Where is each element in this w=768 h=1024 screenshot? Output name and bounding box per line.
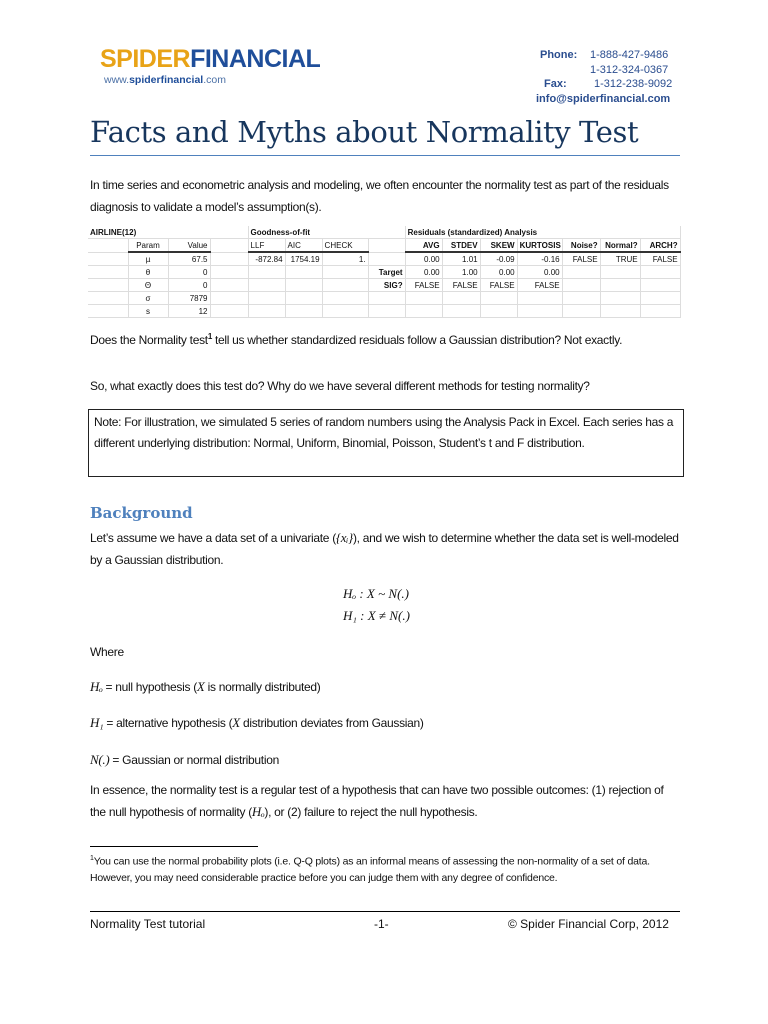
n-definition: N(.) = Gaussian or normal distribution — [90, 752, 279, 767]
company-logo: SPIDERFINANCIAL — [100, 45, 321, 73]
table-cell — [285, 279, 322, 292]
table-cell — [210, 305, 248, 318]
note-box: Note: For illustration, we simulated 5 series of random numbers using the Analysis Pack in Excel. Each series has a different underlying distribution: Normal, Uniform, Binomial, Poisson, Student’s t and F distribution. — [88, 409, 684, 477]
table-cell — [600, 279, 640, 292]
contact-info: Phone: 1-888-427-9486 1-312-324-0367 Fax: 1-312-238-9092 info@spiderfinancial.com — [536, 49, 673, 105]
table-cell: 0 — [168, 266, 210, 279]
table-cell: s — [128, 305, 168, 318]
table-cell — [442, 292, 480, 305]
table-cell — [210, 292, 248, 305]
question-paragraph-1: Does the Normality test$^1$ tell us whether standardized residuals follow a Gaussian distribution? Not exactly. — [90, 332, 623, 347]
table-row — [88, 279, 680, 292]
table-cell — [368, 292, 405, 305]
table-cell — [600, 292, 640, 305]
table-cell: 12 — [168, 305, 210, 318]
question-paragraph-2: So, what exactly does this test do? Why do we have several different methods for testing normality? — [90, 379, 590, 393]
table-cell — [562, 292, 600, 305]
table-cell — [562, 266, 600, 279]
table-cell — [210, 266, 248, 279]
table-cell: Target — [368, 266, 405, 279]
model-summary-table — [88, 226, 681, 318]
table-cell: Residuals (standardized) Analysis — [405, 226, 680, 239]
table-row — [88, 226, 680, 239]
table-cell: 1.01 — [442, 252, 480, 266]
table-cell: 1754.19 — [285, 252, 322, 266]
table-cell: KURTOSIS — [517, 239, 562, 253]
table-cell: µ — [128, 252, 168, 266]
table-cell — [210, 279, 248, 292]
h1-definition: H₁ = alternative hypothesis (X distribution deviates from Gaussian) — [90, 715, 424, 730]
table-cell — [480, 305, 517, 318]
table-cell — [210, 252, 248, 266]
table-cell: FALSE — [405, 279, 442, 292]
table-cell — [88, 292, 128, 305]
table-cell — [562, 279, 600, 292]
table-cell — [88, 305, 128, 318]
footer-left: Normality Test tutorial — [90, 917, 206, 931]
table-cell — [88, 239, 128, 253]
table-cell: 0 — [168, 279, 210, 292]
table-cell — [405, 292, 442, 305]
table-cell: 1.00 — [442, 266, 480, 279]
table-cell — [322, 279, 368, 292]
page-number: -1- — [374, 917, 389, 931]
background-paragraph: Let’s assume we have a data set of a univariate ({xᵢ}), and we wish to determine whether the data set is well-modeled by a Gaussian distribution. — [90, 530, 679, 567]
table-cell: 7879 — [168, 292, 210, 305]
table-cell: FALSE — [480, 279, 517, 292]
table-cell: LLF — [248, 239, 285, 253]
table-cell — [562, 305, 600, 318]
table-cell — [442, 305, 480, 318]
table-cell — [405, 305, 442, 318]
table-cell: 67.5 — [168, 252, 210, 266]
table-cell: Param — [128, 239, 168, 253]
table-cell: Normal? — [600, 239, 640, 253]
table-cell — [285, 266, 322, 279]
table-cell: FALSE — [562, 252, 600, 266]
footnote: $^1$You can use the normal probability plots (i.e. Q-Q plots) as an informal means of assessing the non-normality of a set of data. However, you may need considerable practice before you can judge them with any degree of confidence. — [90, 855, 650, 884]
table-cell: θ — [128, 266, 168, 279]
alt-hypothesis-equation: H₁ : X ≠ N(.) — [343, 608, 410, 623]
table-cell: AIRLINE(12) — [88, 226, 248, 239]
table-cell: FALSE — [640, 252, 680, 266]
table-cell: AVG — [405, 239, 442, 253]
table-cell: ARCH? — [640, 239, 680, 253]
table-cell: Value — [168, 239, 210, 253]
table-row — [88, 292, 680, 305]
footer-divider — [90, 911, 680, 912]
table-cell: AIC — [285, 239, 322, 253]
table-cell: Goodness-of-fit — [248, 226, 405, 239]
null-hypothesis-equation: Hₒ : X ~ N(.) — [343, 586, 409, 601]
page-title: Facts and Myths about Normality Test — [90, 115, 639, 149]
table-cell — [368, 252, 405, 266]
table-cell — [517, 305, 562, 318]
intro-paragraph: In time series and econometric analysis and modeling, we often encounter the normality test as part of the residuals diagnosis to validate a model’s assumption(s). — [90, 178, 669, 214]
table-cell — [88, 252, 128, 266]
table-cell — [248, 279, 285, 292]
table-cell — [88, 279, 128, 292]
company-url[interactable]: www.spiderfinancial.com — [104, 74, 226, 86]
table-cell — [640, 266, 680, 279]
table-cell — [248, 305, 285, 318]
section-heading-background: Background — [90, 504, 193, 522]
table-cell — [285, 292, 322, 305]
footnote-divider — [90, 846, 258, 847]
table-cell — [285, 305, 322, 318]
table-cell: σ — [128, 292, 168, 305]
table-cell — [248, 266, 285, 279]
footer-copyright: © Spider Financial Corp, 2012 — [508, 917, 669, 931]
essence-paragraph: In essence, the normality test is a regular test of a hypothesis that can have two possible outcomes: (1) rejection of the null hypothesis of normality (Hₒ), or (2) failure to reject the null hypothesis. — [90, 783, 664, 819]
table-cell: -0.09 — [480, 252, 517, 266]
table-cell — [517, 292, 562, 305]
table-cell — [640, 279, 680, 292]
table-cell: -0.16 — [517, 252, 562, 266]
table-cell: FALSE — [517, 279, 562, 292]
table-cell: Θ — [128, 279, 168, 292]
table-row — [88, 239, 680, 253]
table-cell — [322, 266, 368, 279]
table-cell: 0.00 — [405, 266, 442, 279]
table-cell — [322, 305, 368, 318]
table-cell: 0.00 — [480, 266, 517, 279]
table-cell — [322, 292, 368, 305]
table-cell — [640, 292, 680, 305]
table-cell: Noise? — [562, 239, 600, 253]
h0-definition: Hₒ = null hypothesis (X is normally distributed) — [90, 679, 321, 694]
table-cell: SKEW — [480, 239, 517, 253]
title-divider — [90, 155, 680, 156]
table-cell: STDEV — [442, 239, 480, 253]
table-cell: CHECK — [322, 239, 368, 253]
table-cell — [368, 305, 405, 318]
table-cell — [248, 292, 285, 305]
table-cell: -872.84 — [248, 252, 285, 266]
table-cell — [480, 292, 517, 305]
table-cell — [88, 266, 128, 279]
table-cell: TRUE — [600, 252, 640, 266]
table-cell: 1. — [322, 252, 368, 266]
table-row — [88, 305, 680, 318]
table-cell — [640, 305, 680, 318]
footnote-ref[interactable]: 1 — [207, 332, 212, 341]
table-cell — [210, 239, 248, 253]
table-cell — [368, 239, 405, 253]
table-cell: FALSE — [442, 279, 480, 292]
table-cell: 0.00 — [517, 266, 562, 279]
table-row — [88, 252, 680, 266]
table-cell: SIG? — [368, 279, 405, 292]
table-cell: 0.00 — [405, 252, 442, 266]
table-cell — [600, 305, 640, 318]
where-label: Where — [90, 645, 124, 659]
table-cell — [600, 266, 640, 279]
email-link[interactable]: info@spiderfinancial.com — [536, 92, 671, 105]
table-row — [88, 266, 680, 279]
